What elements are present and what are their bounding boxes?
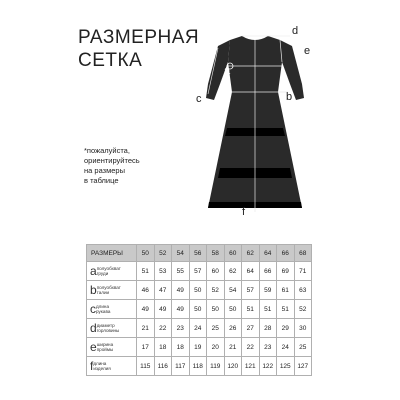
size-header-cell: 64 — [259, 245, 277, 262]
table-cell: 51 — [137, 262, 155, 281]
title-line-1: РАЗМЕРНАЯ — [78, 27, 200, 48]
size-header-row — [87, 245, 312, 262]
table-cell: 49 — [137, 300, 155, 319]
row-label — [87, 338, 137, 357]
table-cell: 118 — [189, 357, 207, 376]
size-header-cell: 52 — [154, 245, 172, 262]
table-cell: 122 — [259, 357, 277, 376]
row-description — [97, 285, 121, 295]
table-cell: 50 — [189, 300, 207, 319]
row-text-1: длина — [96, 304, 110, 309]
table-row — [87, 357, 312, 376]
row-label — [87, 281, 137, 300]
dress-illustration — [190, 22, 320, 222]
table-cell: 29 — [277, 319, 295, 338]
table-cell: 24 — [277, 338, 295, 357]
row-label — [87, 319, 137, 338]
size-table — [86, 244, 312, 376]
table-row — [87, 319, 312, 338]
dress-diagram — [190, 22, 320, 222]
table-cell: 127 — [294, 357, 312, 376]
table-cell: 66 — [259, 262, 277, 281]
table-cell: 46 — [137, 281, 155, 300]
row-text-1: полуобхват — [96, 285, 121, 290]
row-description — [97, 323, 120, 333]
label-b: b — [286, 91, 293, 103]
note-line: ориентируйтесь — [84, 156, 140, 165]
row-text-2: талии — [96, 290, 110, 295]
size-note — [84, 146, 174, 186]
table-cell: 116 — [154, 357, 172, 376]
table-cell: 27 — [242, 319, 260, 338]
table-cell: 55 — [172, 262, 190, 281]
table-cell: 49 — [154, 300, 172, 319]
table-cell: 51 — [277, 300, 295, 319]
table-cell: 49 — [172, 281, 190, 300]
table-cell: 63 — [294, 281, 312, 300]
table-cell: 22 — [154, 319, 172, 338]
table-cell: 57 — [242, 281, 260, 300]
table-cell: 49 — [172, 300, 190, 319]
size-table-wrap — [86, 244, 312, 376]
table-cell: 18 — [172, 338, 190, 357]
table-cell: 53 — [154, 262, 172, 281]
table-cell: 20 — [207, 338, 225, 357]
size-header-cell: 50 — [137, 245, 155, 262]
row-label — [87, 262, 137, 281]
label-d: d — [292, 25, 299, 37]
size-header-cell: 68 — [294, 245, 312, 262]
table-cell: 50 — [207, 300, 225, 319]
table-cell: 30 — [294, 319, 312, 338]
table-cell: 19 — [189, 338, 207, 357]
row-description — [97, 266, 121, 276]
table-cell: 115 — [137, 357, 155, 376]
row-label — [87, 300, 137, 319]
row-text-2: рукава — [96, 309, 111, 314]
title-line-2: СЕТКА — [78, 50, 143, 71]
table-cell: 62 — [224, 262, 242, 281]
table-cell: 26 — [224, 319, 242, 338]
row-description — [97, 342, 114, 352]
label-a: a — [224, 65, 231, 77]
table-cell: 21 — [137, 319, 155, 338]
table-cell: 24 — [189, 319, 207, 338]
row-text-1: полуобхват — [96, 266, 121, 271]
table-cell: 23 — [259, 338, 277, 357]
row-text-2: груди — [96, 271, 109, 276]
table-row — [87, 262, 312, 281]
row-letter: b — [90, 283, 97, 297]
table-row — [87, 338, 312, 357]
row-letter: f — [90, 359, 94, 373]
label-e: e — [304, 45, 311, 57]
row-text-2: горловины — [96, 328, 120, 333]
note-line: на размеры — [84, 166, 125, 175]
row-text-1: диаметр — [96, 323, 115, 328]
row-text-2: изделия — [93, 366, 111, 371]
table-cell: 25 — [207, 319, 225, 338]
table-cell: 21 — [224, 338, 242, 357]
size-header-cell: 56 — [189, 245, 207, 262]
table-cell: 71 — [294, 262, 312, 281]
table-cell: 23 — [172, 319, 190, 338]
size-header-cell: 66 — [277, 245, 295, 262]
table-cell: 117 — [172, 357, 190, 376]
table-cell: 52 — [207, 281, 225, 300]
table-cell: 59 — [259, 281, 277, 300]
size-header-label: РАЗМЕРЫ — [87, 245, 137, 262]
label-f: f — [242, 206, 246, 218]
table-cell: 17 — [137, 338, 155, 357]
right-sleeve — [280, 40, 304, 100]
table-cell: 119 — [207, 357, 225, 376]
table-cell: 50 — [189, 281, 207, 300]
size-header-cell: 60 — [224, 245, 242, 262]
table-cell: 52 — [294, 300, 312, 319]
note-line: в таблице — [84, 176, 119, 185]
row-letter: c — [90, 302, 96, 316]
page-title — [78, 26, 199, 72]
table-row — [87, 300, 312, 319]
table-cell: 51 — [259, 300, 277, 319]
row-description — [93, 361, 110, 371]
size-header-cell: 58 — [207, 245, 225, 262]
row-text-1: длина — [93, 361, 107, 366]
note-line: *пожалуйста, — [84, 146, 130, 155]
row-text-1: ширина — [96, 342, 114, 347]
table-cell: 50 — [224, 300, 242, 319]
table-cell: 54 — [224, 281, 242, 300]
table-cell: 18 — [154, 338, 172, 357]
table-cell: 60 — [207, 262, 225, 281]
table-cell: 69 — [277, 262, 295, 281]
table-cell: 64 — [242, 262, 260, 281]
size-header-cell: 62 — [242, 245, 260, 262]
table-cell: 61 — [277, 281, 295, 300]
table-cell: 125 — [277, 357, 295, 376]
row-label — [87, 357, 137, 376]
table-cell: 120 — [224, 357, 242, 376]
row-letter: e — [90, 340, 97, 354]
row-text-2: проймы — [96, 347, 114, 352]
table-cell: 28 — [259, 319, 277, 338]
table-cell: 121 — [242, 357, 260, 376]
size-header-cell: 54 — [172, 245, 190, 262]
label-c: c — [196, 93, 202, 105]
table-cell: 51 — [242, 300, 260, 319]
table-cell: 25 — [294, 338, 312, 357]
table-cell: 47 — [154, 281, 172, 300]
table-row — [87, 281, 312, 300]
row-description — [96, 304, 110, 314]
row-letter: d — [90, 321, 97, 335]
table-cell: 22 — [242, 338, 260, 357]
row-letter: a — [90, 264, 97, 278]
table-cell: 57 — [189, 262, 207, 281]
